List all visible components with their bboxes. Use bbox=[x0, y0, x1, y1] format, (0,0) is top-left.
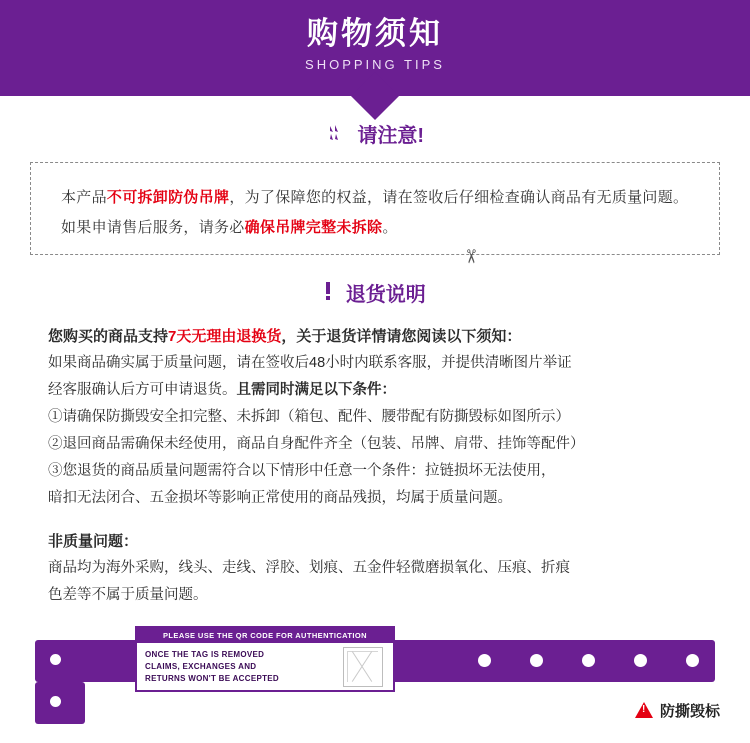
returns-body bbox=[48, 323, 702, 609]
notice-section-title bbox=[0, 122, 750, 146]
nonquality-line1: 商品均为海外采购，线头、走线、浮胶、划痕、五金件轻微磨损氧化、压痕、折痕 bbox=[48, 560, 570, 576]
notice-paragraph bbox=[61, 183, 689, 243]
header-notch bbox=[351, 72, 399, 120]
returns-title-text: 退货说明 bbox=[345, 284, 426, 306]
returns-section-title bbox=[0, 281, 750, 305]
tag-card-line-2: CLAIMS, EXCHANGES AND bbox=[145, 662, 257, 671]
tag-hole bbox=[634, 654, 647, 667]
returns-lead-highlight: 7天无理由退换货 bbox=[168, 328, 282, 345]
returns-para1-line2 bbox=[48, 377, 702, 404]
exclamation-icon bbox=[324, 281, 332, 305]
tag-eyelet-top bbox=[48, 652, 63, 667]
page-title: 购物须知 bbox=[307, 16, 443, 51]
security-tag-illustration bbox=[0, 622, 750, 743]
returns-lead-2: ，关于退货详情请您阅读以下须知： bbox=[281, 328, 522, 345]
nonquality-title: 非质量问题： bbox=[48, 533, 139, 550]
returns-condition-3-line1: ③您退货的商品质量问题需符合以下情形中任意一个条件：拉链损坏无法使用， bbox=[48, 463, 556, 479]
tag-hole bbox=[582, 654, 595, 667]
returns-condition-1: ①请确保防撕毁安全扣完整、未拆卸（箱包、配件、腰带配有防撕毁标如图所示） bbox=[48, 409, 570, 425]
tag-card-body bbox=[137, 643, 393, 691]
notice-text-3: 商品有无质量问题。如果申请售后服务，请务必 bbox=[61, 189, 689, 236]
page-header bbox=[0, 0, 750, 96]
spacer bbox=[48, 512, 702, 528]
tag-card-line-1: ONCE THE TAG IS REMOVED bbox=[145, 650, 265, 659]
tag-card-banner: PLEASE USE THE QR CODE FOR AUTHENTICATION bbox=[137, 628, 393, 643]
tag-card bbox=[135, 626, 395, 692]
megaphone-icon bbox=[326, 123, 346, 147]
notice-box bbox=[30, 162, 720, 255]
scissors-icon: ✂ bbox=[459, 248, 481, 265]
notice-highlight-2: 确保吊牌完整未拆除 bbox=[244, 219, 383, 236]
tamper-warning bbox=[635, 700, 720, 721]
tag-hole bbox=[478, 654, 491, 667]
notice-text-1: 本产品 bbox=[61, 189, 107, 206]
returns-para1-bold: 且需同时满足以下条件： bbox=[236, 382, 396, 398]
tag-hole bbox=[530, 654, 543, 667]
returns-para1-line1: 如果商品确实属于质量问题，请在签收后48小时内联系客服，并提供清晰图片举证 bbox=[48, 355, 572, 371]
qr-code-icon bbox=[343, 647, 383, 687]
returns-lead-1: 您购买的商品支持 bbox=[48, 328, 169, 345]
tamper-warning-label: 防撕毁标 bbox=[659, 703, 720, 720]
warning-triangle-icon bbox=[635, 702, 653, 718]
returns-condition-2: ②退回商品需确保未经使用，商品自身配件齐全（包装、吊牌、肩带、挂饰等配件） bbox=[48, 436, 585, 452]
returns-para1-line2-text: 经客服确认后方可申请退货。 bbox=[48, 382, 237, 398]
notice-highlight-1: 不可拆卸防伪吊牌 bbox=[106, 189, 230, 206]
tag-eyelet-bottom bbox=[48, 694, 63, 709]
notice-title-text: 请注意! bbox=[357, 125, 425, 147]
tag-hole bbox=[686, 654, 699, 667]
page-subtitle: SHOPPING TIPS bbox=[305, 57, 445, 73]
notice-text-2: ，为了保障您的权益，请在签收后仔细检查确认 bbox=[229, 189, 551, 206]
tag-card-line-3: RETURNS WON'T BE ACCEPTED bbox=[145, 674, 279, 683]
returns-condition-3-line2: 暗扣无法闭合、五金损坏等影响正常使用的商品残损，均属于质量问题。 bbox=[48, 490, 512, 506]
notice-text-4: 。 bbox=[382, 219, 398, 236]
returns-lead bbox=[48, 323, 702, 350]
nonquality-line2: 色差等不属于质量问题。 bbox=[48, 587, 208, 603]
